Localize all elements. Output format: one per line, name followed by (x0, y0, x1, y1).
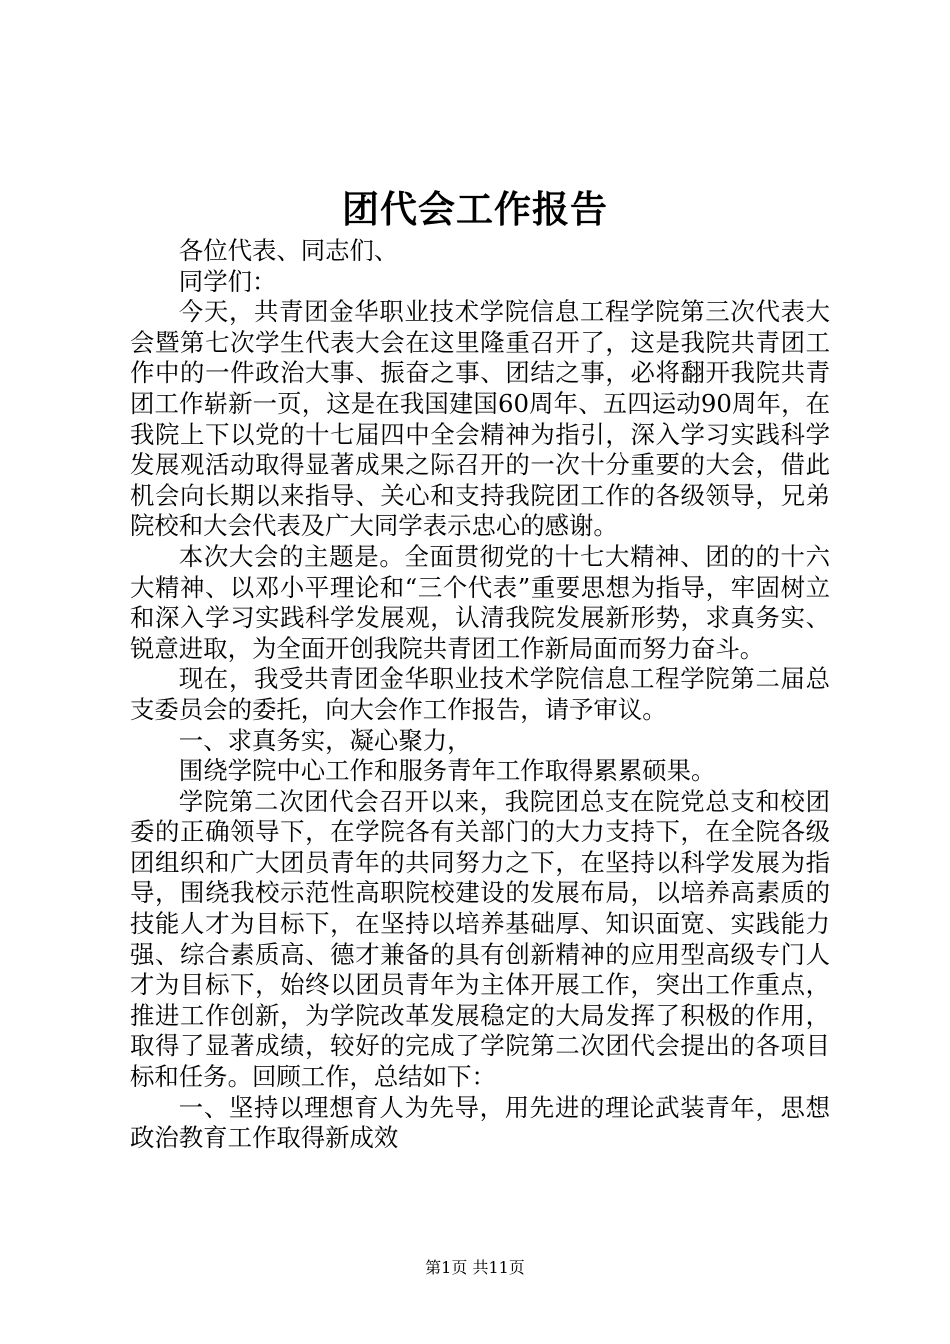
paragraph-opening: 今天，共青团金华职业技术学院信息工程学院第三次代表大会暨第七次学生代表大会在这里隆重召开了，这是我院共青团工作中的一件政治大事、振奋之事、团结之事，必将翻开我院共青团工作崭新一页，这是在我国建国60周年、五四运动90周年，在我院上下以党的十七届四中全会精神为指引，深入学习实践科学发展观活动取得显著成果之际召开的一次十分重要的大会，借此机会向长期以来指导、关心和支持我院团工作的各级领导，兄弟院校和大会代表及广大同学表示忠心的感谢。 (130, 297, 830, 541)
paragraph-review: 学院第二次团代会召开以来，我院团总支在院党总支和校团委的正确领导下，在学院各有关部门的大力支持下，在全院各级团组织和广大团员青年的共同努力之下，在坚持以科学发展为指导，围绕我校示范性高职院校建设的发展布局，以培养高素质的技能人才为目标下，在坚持以培养基础厚、知识面宽、实践能力强、综合素质高、德才兼备的具有创新精神的应用型高级专门人才为目标下，始终以团员青年为主体开展工作，突出工作重点，推进工作创新，为学院改革发展稳定的大局发挥了积极的作用，取得了显著成绩，较好的完成了学院第二次团代会提出的各项目标和任务。回顾工作，总结如下： (130, 786, 830, 1092)
document-title: 团代会工作报告 (342, 187, 608, 231)
section-heading-1: 一、求真务实，凝心聚力， (178, 725, 472, 755)
subsection-heading-1: 一、坚持以理想育人为先导，用先进的理论武装青年，思想政治教育工作取得新成效 (130, 1092, 830, 1153)
page-footer: 第1页 共11页 (425, 1258, 525, 1277)
greeting-line-1: 各位代表、同志们、 (178, 236, 399, 265)
greeting-line-2: 同学们： (178, 266, 277, 296)
paragraph-theme: 本次大会的主题是。全面贯彻党的十七大精神、团的的十六大精神、以邓小平理论和“三个代表”重要思想为指导，牢固树立和深入学习实践科学发展观，认清我院发展新形势，求真务实、锐意进取，为全面开创我院共青团工作新局面而努力奋斗。 (130, 541, 830, 663)
document-body (130, 236, 830, 1154)
section-heading-1-cont: 围绕学院中心工作和服务青年工作取得累累硕果。 (178, 756, 716, 786)
paragraph-report-intro: 现在，我受共青团金华职业技术学院信息工程学院第二届总支委员会的委托，向大会作工作报告，请予审议。 (130, 664, 830, 724)
